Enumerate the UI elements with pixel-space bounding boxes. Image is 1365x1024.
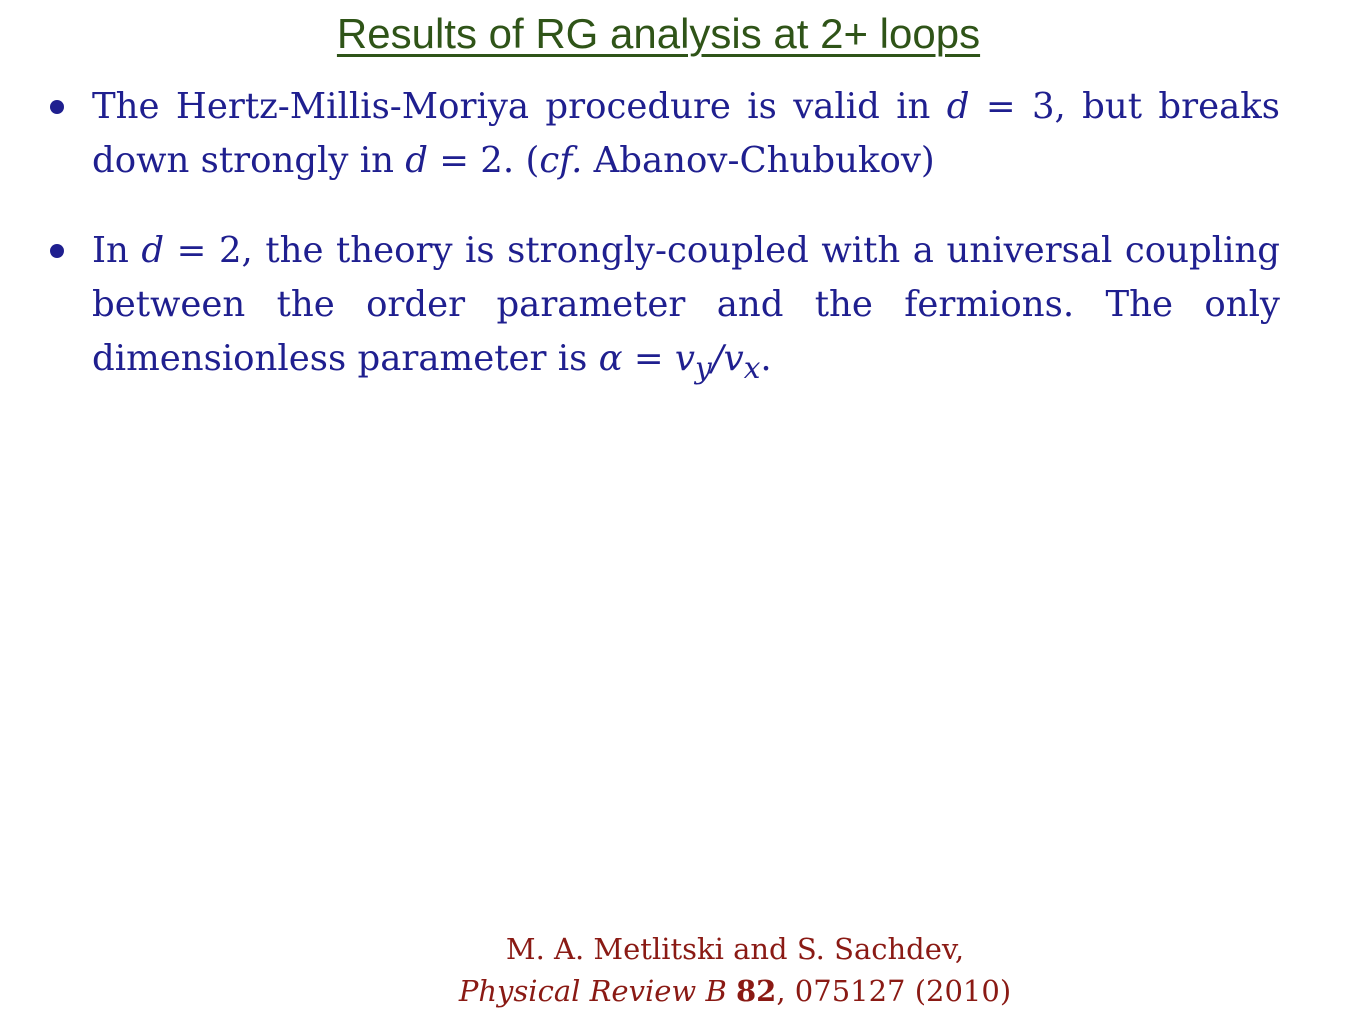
math-subscript: x [743,351,761,386]
bullet-segment: = 2. ( [427,140,540,181]
bullet-item [40,224,1280,395]
bullet-segment: = 3, but breaks down strongly in [92,86,1280,181]
bullet-dot-icon [50,100,64,114]
math-variable: d [405,140,428,181]
bullet-text [92,86,1280,181]
bullet-list [40,80,1280,395]
bullet-segment: The Hertz-Millis-Moriya procedure is valid in [92,86,947,127]
math-expression: α = v [598,338,695,379]
citation-reference [440,970,1030,1012]
citation-details: , 075127 (2010) [776,974,1012,1008]
bullet-dot-icon [50,244,64,258]
citation-volume: 82 [736,974,777,1008]
math-emphasis: cf. [539,140,583,181]
math-expression: /v [711,338,744,379]
math-subscript: y [694,351,712,386]
citation [440,928,1030,1012]
bullet-segment: = 2, the theory is strongly-coupled with a universal coupling between the order parameter and the fermions. The only dimensionless parameter is [92,230,1281,379]
bullet-segment: . [760,338,772,379]
bullet-text [92,230,1281,386]
math-variable: d [946,86,970,127]
math-variable: d [141,230,165,271]
bullet-item [40,80,1280,188]
citation-authors: M. A. Metlitski and S. Sachdev, [505,932,965,966]
bullet-segment: In [92,230,142,271]
slide-title: Results of RG analysis at 2+ loops [336,10,981,57]
citation-journal: Physical Review B [458,974,727,1008]
bullet-segment: Abanov-Chubukov) [582,140,935,181]
